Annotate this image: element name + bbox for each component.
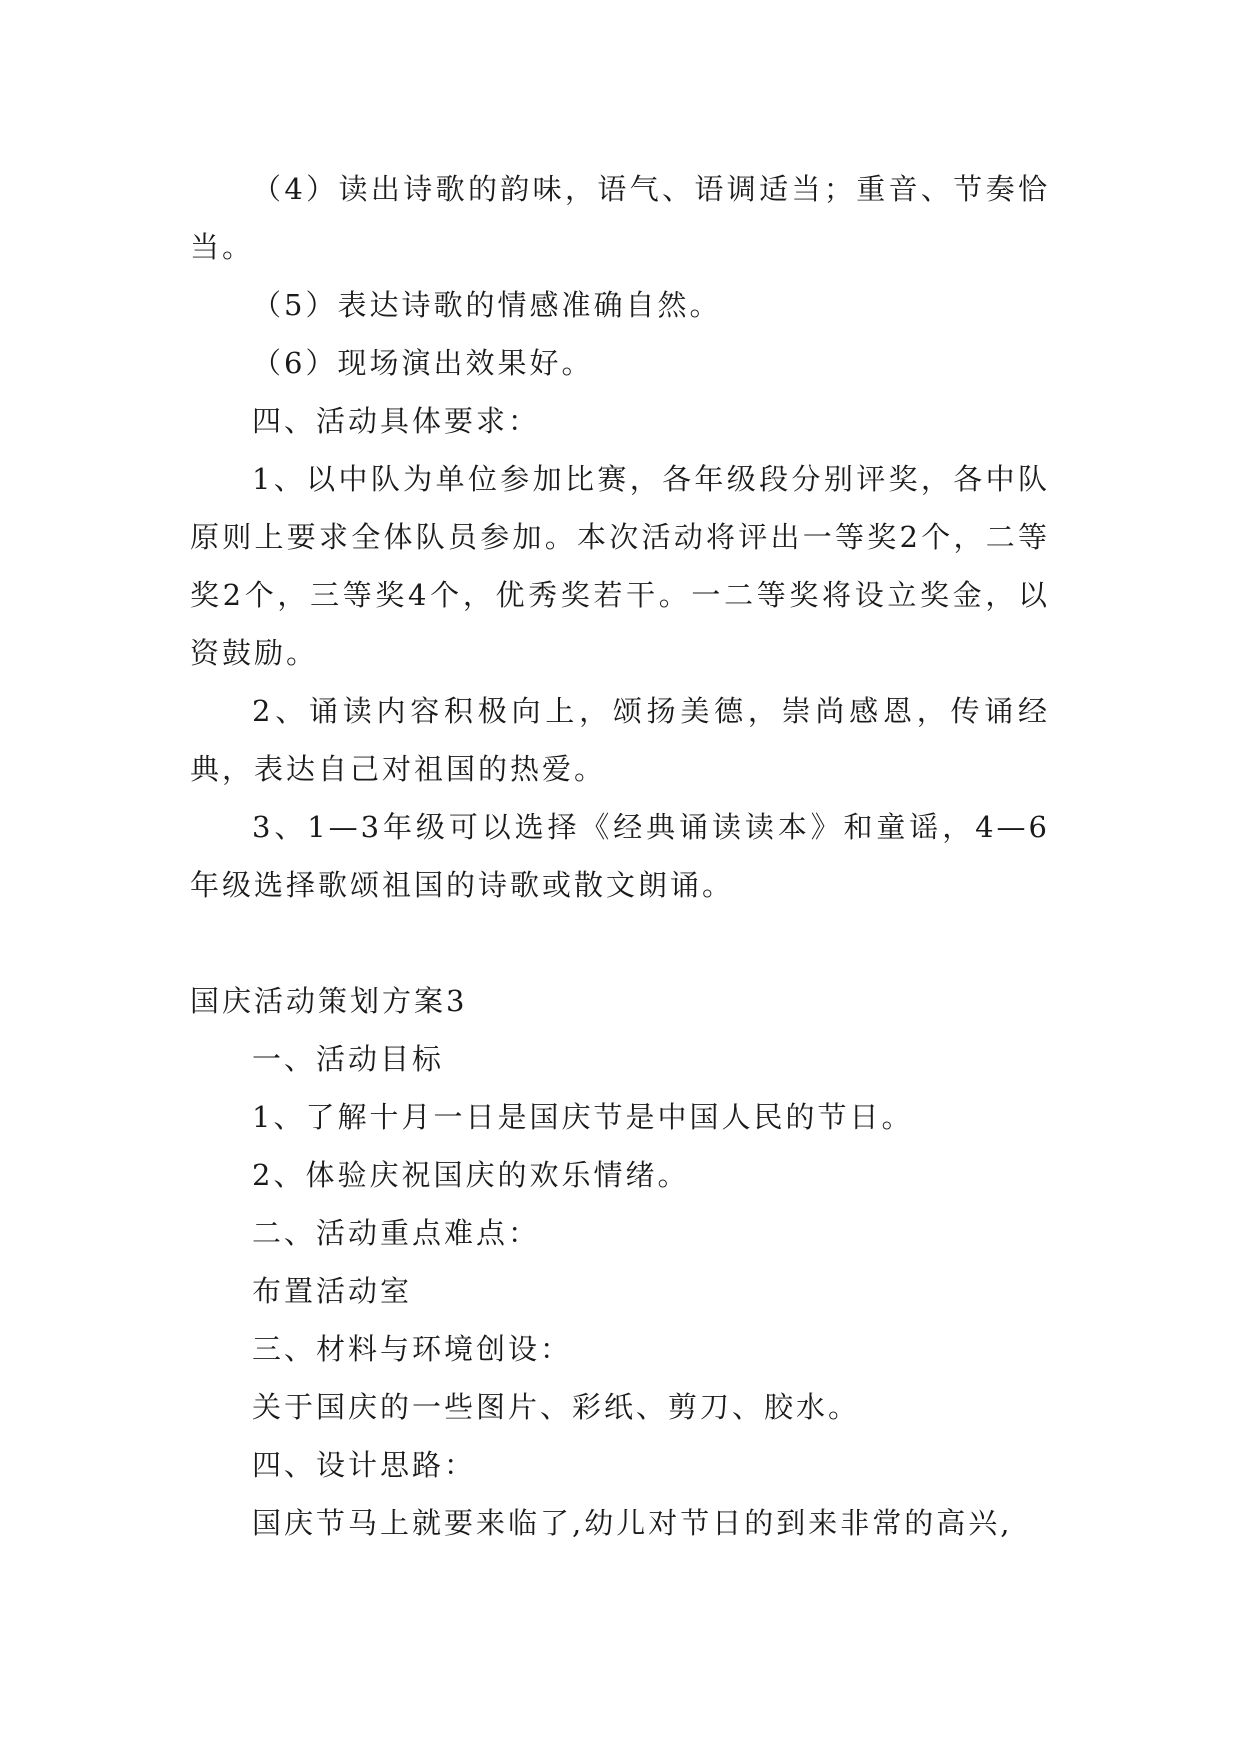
key-points-text: 布置活动室 [252, 1274, 413, 1308]
criterion-5: （5）表达诗歌的情感准确自然。 [252, 288, 722, 322]
requirement-2: 2、诵读内容积极向上，颂扬美德，崇尚感恩，传诵经典，表达自己对祖国的热爱。 [190, 694, 1050, 786]
goal-heading: 一、活动目标 [252, 1042, 445, 1076]
design-text: 国庆节马上就要来临了,幼儿对节日的到来非常的高兴, [252, 1506, 1013, 1540]
document-body [190, 160, 1050, 1552]
section-title: 国庆活动策划方案3 [190, 984, 468, 1018]
criterion-4: （4）读出诗歌的韵味，语气、语调适当；重音、节奏恰当。 [190, 172, 1050, 264]
design-heading: 四、设计思路： [252, 1448, 477, 1482]
requirements-heading: 四、活动具体要求： [252, 404, 541, 438]
materials-heading: 三、材料与环境创设： [252, 1332, 573, 1366]
goal-1: 1、了解十月一日是国庆节是中国人民的节日。 [252, 1100, 914, 1134]
requirement-1: 1、以中队为单位参加比赛，各年级段分别评奖，各中队原则上要求全体队员参加。本次活动将评出一等奖2个，二等奖2个，三等奖4个，优秀奖若干。一二等奖将设立奖金，以资鼓励。 [190, 462, 1050, 670]
key-points-heading: 二、活动重点难点： [252, 1216, 541, 1250]
requirement-3: 3、1—3年级可以选择《经典诵读读本》和童谣，4—6年级选择歌颂祖国的诗歌或散文朗诵。 [190, 810, 1050, 902]
goal-2: 2、体验庆祝国庆的欢乐情绪。 [252, 1158, 690, 1192]
materials-text: 关于国庆的一些图片、彩纸、剪刀、胶水。 [252, 1390, 861, 1424]
criterion-6: （6）现场演出效果好。 [252, 346, 594, 380]
section-gap [190, 914, 1050, 972]
